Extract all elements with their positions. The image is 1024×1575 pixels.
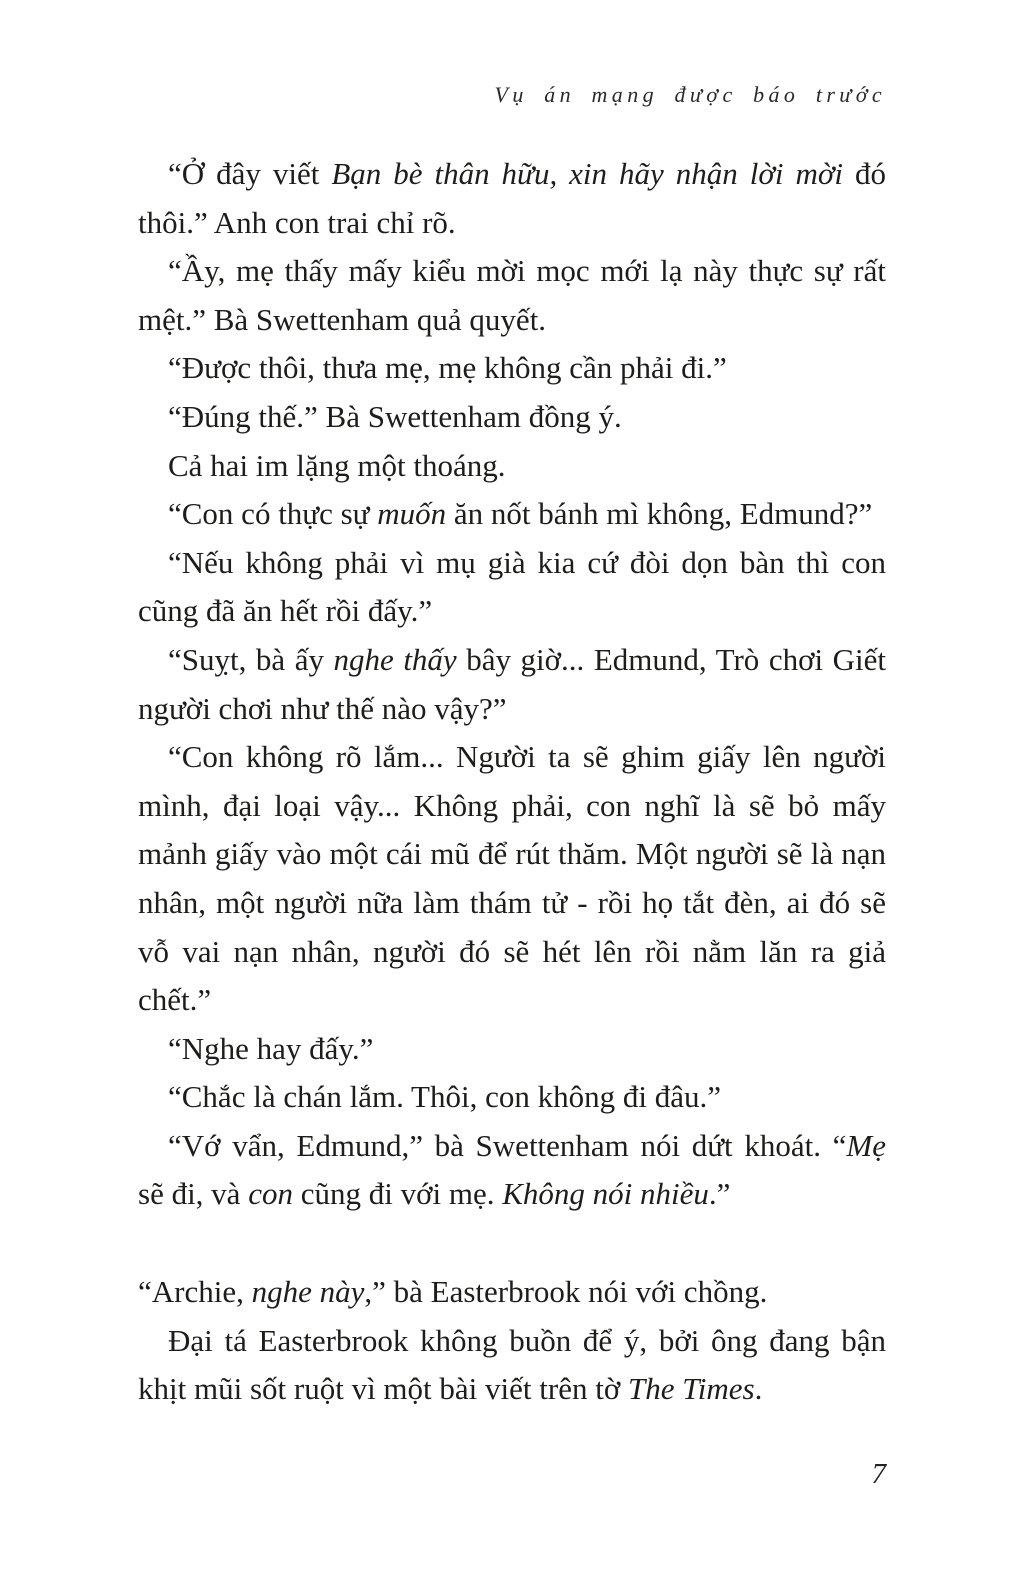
italic-text-run: nghe thấy: [333, 641, 457, 677]
text-run: “Con không rõ lắm... Người ta sẽ ghim giấy lên người mình, đại loại vậy... Không phải, con nghĩ là sẽ bỏ mấy mảnh giấy vào một cái mũ để rút thăm. Một người sẽ là nạn nhân, một người nữa làm thám tử - rồi họ tắt đèn, ai đó sẽ vỗ vai nạn nhân, người đó sẽ hét lên rồi nằm lăn ra giả chết.”: [138, 739, 886, 1018]
text-run: “Ở đây viết: [168, 156, 332, 191]
text-run: .: [754, 1371, 763, 1407]
paragraph: [138, 344, 886, 393]
italic-text-run: Không nói nhiều: [502, 1176, 709, 1212]
paragraph: [138, 539, 886, 636]
italic-text-run: nghe này: [251, 1274, 365, 1310]
italic-text-run: Bạn bè thân hữu, xin hãy nhận lời mời: [331, 156, 844, 191]
paragraph: [138, 1317, 886, 1414]
paragraph: [138, 636, 886, 733]
paragraph: [138, 247, 886, 344]
page-number: 7: [871, 1458, 886, 1490]
paragraph: [138, 490, 886, 539]
text-run: Đại tá Easterbrook không buồn để ý, bởi ông đang bận khịt mũi sốt ruột vì một bài viết trên tờ: [138, 1322, 886, 1407]
italic-text-run: con: [248, 1176, 293, 1212]
text-run: “Được thôi, thưa mẹ, mẹ không cần phải đi.”: [168, 350, 727, 386]
text-run: “Đúng thế.” Bà Swettenham đồng ý.: [168, 398, 622, 434]
text-run: sẽ đi, và: [138, 1176, 249, 1212]
text-run: bây giờ... Edmund, Trò chơi Giết người chơi như thế nào vậy?”: [138, 641, 887, 726]
text-run: ăn nốt bánh mì không, Edmund?”: [446, 496, 873, 532]
italic-text-run: The Times: [627, 1371, 755, 1407]
paragraph: [138, 1268, 886, 1317]
text-run: cũng đi với mẹ.: [292, 1176, 503, 1212]
text-run: Cả hai im lặng một thoáng.: [168, 447, 506, 483]
text-run: “Chắc là chán lắm. Thôi, con không đi đâu.”: [168, 1079, 721, 1115]
text-run: “Vớ vẩn, Edmund,” bà Swettenham nói dứt khoát. “: [168, 1127, 847, 1163]
text-run: “Nghe hay đấy.”: [168, 1030, 374, 1066]
text-run: “Suỵt, bà ấy: [168, 641, 334, 677]
paragraph: [138, 1122, 886, 1219]
paragraph: [138, 393, 886, 442]
text-run: .”: [708, 1176, 731, 1212]
paragraph: [138, 1025, 886, 1074]
text-run: “Archie,: [138, 1274, 252, 1310]
italic-text-run: Mẹ: [846, 1127, 886, 1163]
paragraph: [138, 442, 886, 491]
italic-text-run: muốn: [377, 496, 447, 532]
paragraph: [138, 733, 886, 1025]
page-body: [138, 150, 886, 1414]
text-run: đó thôi.” Anh con trai chỉ rõ.: [138, 156, 887, 240]
paragraph: [138, 150, 886, 247]
text-run: “Nếu không phải vì mụ già kia cứ đòi dọn bàn thì con cũng đã ăn hết rồi đấy.”: [138, 544, 886, 629]
text-run: “Con có thực sự: [168, 496, 378, 532]
paragraph: [138, 1073, 886, 1122]
text-run: “Ầy, mẹ thấy mấy kiểu mời mọc mới lạ này thực sự rất mệt.” Bà Swettenham quả quyết.: [138, 253, 886, 337]
running-header: Vụ án mạng được báo trước: [494, 82, 886, 107]
text-run: ,” bà Easterbrook nói với chồng.: [364, 1274, 768, 1310]
